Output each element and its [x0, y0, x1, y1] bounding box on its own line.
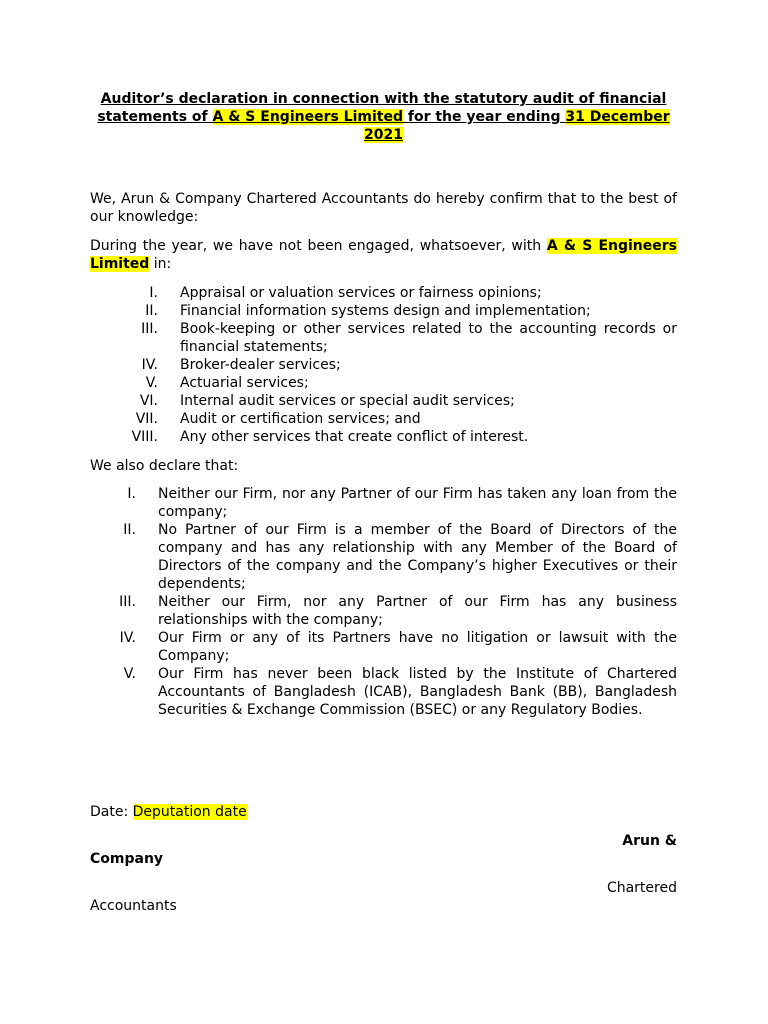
- title-date: 31 December 2021: [364, 109, 670, 143]
- list-item: [90, 593, 677, 629]
- engagement-text-before: During the year, we have not been engaged, whatsoever, with: [90, 238, 547, 254]
- list-item-text: Actuarial services;: [180, 375, 309, 391]
- date-value: Deputation date: [132, 804, 247, 820]
- list-item-number: I.: [149, 285, 158, 301]
- declarations-list: [90, 485, 677, 719]
- list-item-number: VII.: [135, 411, 158, 427]
- document-body: [90, 90, 677, 915]
- list-item: [90, 485, 677, 521]
- list-item-text: Broker-dealer services;: [180, 357, 341, 373]
- list-item-number: VI.: [139, 393, 158, 409]
- title-company: A & S Engineers Limited: [212, 109, 403, 125]
- list-item-text: Neither our Firm, nor any Partner of our Firm has any business relationships with the company;: [158, 594, 677, 628]
- list-item: [90, 302, 677, 320]
- list-item-number: I.: [127, 486, 136, 502]
- list-item: [90, 410, 677, 428]
- list-item: [90, 284, 677, 302]
- signature-firm-text1: Arun &: [622, 833, 677, 849]
- list-item-text: Our Firm has never been black listed by the Institute of Chartered Accountants of Bangladesh (ICAB), Bangladesh Bank (BB), Bangladesh Securities & Exchange Commission (BSEC) or any Regulatory Bodies.: [158, 666, 677, 718]
- list-item-number: II.: [123, 522, 136, 538]
- list-item-text: Neither our Firm, nor any Partner of our Firm has taken any loan from the company;: [158, 486, 677, 520]
- list-item: [90, 374, 677, 392]
- title-part1: Auditor’s declaration in connection with the statutory audit of financial statements of: [97, 91, 667, 125]
- date-line: [90, 803, 677, 821]
- list-item: [90, 356, 677, 374]
- date-label: Date:: [90, 804, 133, 820]
- signature-firm-line2: Company: [90, 851, 164, 867]
- list-item-number: II.: [145, 303, 158, 319]
- list-item-number: IV.: [141, 357, 158, 373]
- intro-paragraph: We, Arun & Company Chartered Accountants do hereby confirm that to the best of our knowledge:: [90, 191, 677, 225]
- list-item-text: Any other services that create conflict of interest.: [180, 429, 529, 445]
- list-item-text: Audit or certification services; and: [180, 411, 421, 427]
- list-item: [90, 320, 677, 356]
- list-item-text: Internal audit services or special audit services;: [180, 393, 515, 409]
- list-item-text: No Partner of our Firm is a member of the Board of Directors of the company and has any relationship with any Member of the Board of Directors of the company and the Company’s higher Executives or their dependents;: [158, 522, 677, 592]
- engagement-paragraph: [90, 237, 677, 273]
- services-list: [90, 284, 677, 446]
- also-declare-paragraph: We also declare that:: [90, 458, 239, 474]
- list-item-text: Our Firm or any of its Partners have no litigation or lawsuit with the Company;: [158, 630, 677, 664]
- list-item-number: V.: [123, 666, 136, 682]
- list-item-number: III.: [119, 594, 136, 610]
- list-item: [90, 665, 677, 719]
- list-item-number: VIII.: [131, 429, 158, 445]
- engagement-company: A & S Engineers Limited: [90, 238, 678, 272]
- list-item: [90, 392, 677, 410]
- list-item-number: III.: [141, 321, 158, 337]
- signature-firm-line1: [90, 832, 677, 850]
- list-item-number: V.: [145, 375, 158, 391]
- list-item-text: Financial information systems design and implementation;: [180, 303, 591, 319]
- signature-role-line1: Chartered: [606, 880, 677, 896]
- document-title: [90, 90, 677, 144]
- list-item-number: IV.: [119, 630, 136, 646]
- list-item: [90, 521, 677, 593]
- list-item: [90, 629, 677, 665]
- title-part2: for the year ending: [403, 109, 566, 125]
- list-item: [90, 428, 677, 446]
- signature-role-line2: Accountants: [90, 898, 177, 914]
- engagement-text-after: in:: [149, 256, 172, 272]
- list-item-text: Book-keeping or other services related to the accounting records or financial statements;: [180, 321, 677, 355]
- list-item-text: Appraisal or valuation services or fairness opinions;: [180, 285, 542, 301]
